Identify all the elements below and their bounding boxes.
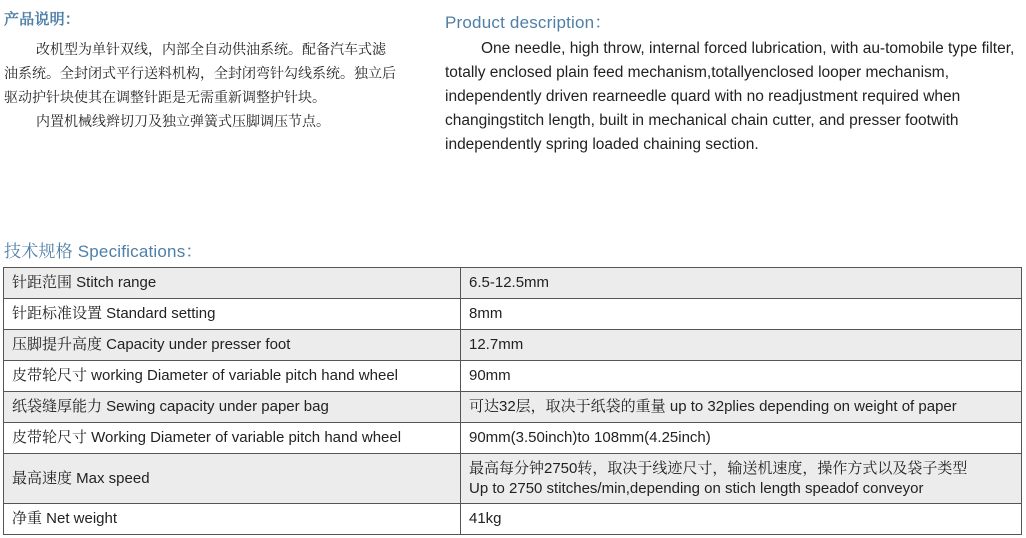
- spec-value: 6.5-12.5mm: [461, 268, 1022, 299]
- spec-label: 皮带轮尺寸 Working Diameter of variable pitch hand wheel: [4, 423, 461, 454]
- cn-paragraph: 内置机械线辫切刀及独立弹簧式压脚调压节点。: [36, 113, 330, 129]
- spec-value-line: 最高每分钟2750转，取决于线迹尺寸，输送机速度，操作方式以及袋子类型: [469, 459, 968, 477]
- cn-description-title: 产品说明：: [4, 11, 81, 28]
- spec-value: 90mm(3.50inch)to 108mm(4.25inch): [461, 423, 1022, 454]
- spec-label: 皮带轮尺寸 working Diameter of variable pitch hand wheel: [4, 361, 461, 392]
- spec-label: 最高速度 Max speed: [4, 454, 461, 504]
- specifications-table: [3, 267, 1022, 535]
- table-row: [4, 504, 1022, 535]
- spec-label: 纸袋缝厚能力 Sewing capacity under paper bag: [4, 392, 461, 423]
- spec-label: 针距标准设置 Standard setting: [4, 299, 461, 330]
- spec-label: 净重 Net weight: [4, 504, 461, 535]
- table-row: [4, 423, 1022, 454]
- spec-value: 12.7mm: [461, 330, 1022, 361]
- cn-paragraph: 改机型为单针双线，内部全自动供油系统。配备汽车式滤油系统。全封闭式平行送料机构，全封闭弯针勾线系统。独立后驱动护针块使其在调整针距是无需重新调整护针块。: [4, 41, 396, 105]
- spec-value: 90mm: [461, 361, 1022, 392]
- table-row: [4, 361, 1022, 392]
- table-row: [4, 268, 1022, 299]
- en-paragraph: One needle, high throw, internal forced lubrication, with au-tomobile type filter, totally enclosed plain feed mechanism,totallyenclosed looper mechanism, independently driven rearneedle quard with no readjustment required when changingstitch length, built in mechanical chain cutter, and presser footwith independently spring loaded chaining section.: [445, 40, 1015, 153]
- table-row: [4, 454, 1022, 504]
- spec-value: 可达32层，取决于纸袋的重量 up to 32plies depending on weight of paper: [461, 392, 1022, 423]
- table-row: [4, 330, 1022, 361]
- spec-value: 8mm: [461, 299, 1022, 330]
- spec-label: 压脚提升高度 Capacity under presser foot: [4, 330, 461, 361]
- spec-label: 针距范围 Stitch range: [4, 268, 461, 299]
- spec-value-line: Up to 2750 stitches/min,depending on stich length speadof conveyor: [469, 479, 924, 497]
- spec-value: [461, 454, 1022, 504]
- specifications-title: 技术规格 Specifications：: [4, 242, 203, 261]
- table-row: [4, 392, 1022, 423]
- cn-description: [4, 37, 396, 133]
- spec-value: 41kg: [461, 504, 1022, 535]
- en-description-title: Product description：: [445, 13, 612, 32]
- en-description: [445, 37, 1025, 157]
- table-row: [4, 299, 1022, 330]
